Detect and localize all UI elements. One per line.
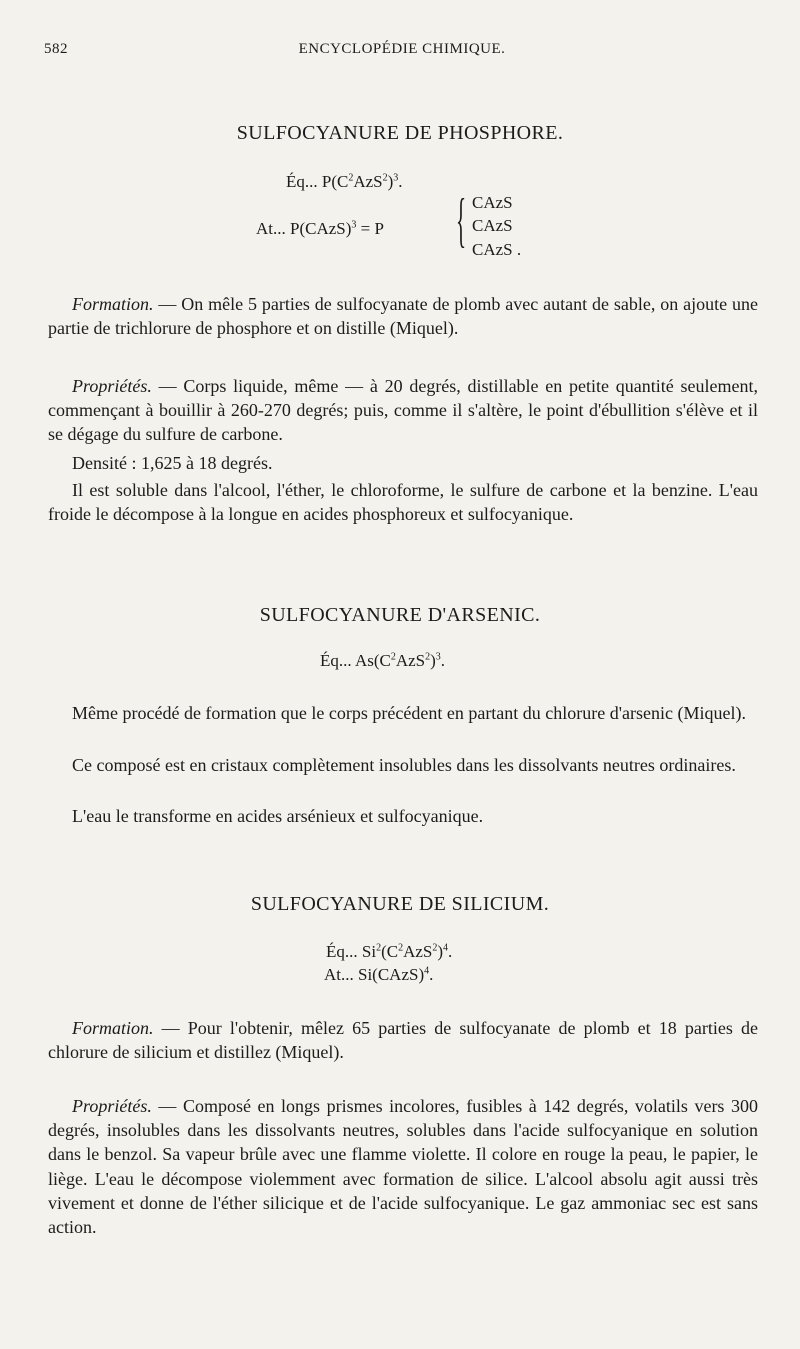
paragraph-proprietes-phosphore: Propriétés. — Corps liquide, même — à 20 degrés, distillable en petite quantité seulement, commençant à bouillir à 260-270 degrés; puis, comme il s'altère, le point d'ébullition s'élève et il se dégage du sulfure de carbone.	[48, 376, 758, 445]
paragraph-densite: Densité : 1,625 à 18 degrés.	[72, 453, 273, 473]
formula-eq-phosphore: Éq... $P(C^2AzS^2)^3$.	[286, 172, 403, 191]
paragraph-eau-arsenic: L'eau le transforme en acides arsénieux et sulfocyanique.	[72, 806, 484, 826]
formula-eq-arsenic: Éq... $As(C^2AzS^2)^3$.	[320, 651, 446, 670]
formula-eq-silicium: Éq... $Si^2(C^2AzS^2)^4$.	[326, 942, 453, 961]
section-title-phosphore: SULFOCYANURE DE PHOSPHORE.	[236, 122, 564, 144]
page-number: 582	[44, 41, 68, 57]
paragraph-formation-phosphore: Formation. — On mêle 5 parties de sulfocyanate de plomb avec autant de sable, on ajoute une partie de trichlorure de phosphore et on distille (Miquel).	[48, 294, 758, 339]
formula-at-silicium: At... Si(CAzS)$^4$.	[324, 965, 434, 984]
running-title: ENCYCLOPÉDIE CHIMIQUE.	[298, 41, 506, 57]
brace-symbol: {	[456, 187, 467, 253]
section-title-arsenic: SULFOCYANURE D'ARSENIC.	[259, 604, 541, 626]
paragraph-solubilite-phosphore: Il est soluble dans l'alcool, l'éther, le chloroforme, le sulfure de carbone et la benzine. L'eau froide le décompose à la longue en acides phosphoreux et sulfocyanique.	[48, 480, 758, 525]
paragraph-procede-arsenic: Même procédé de formation que le corps précédent en partant du chlorure d'arsenic (Miquel).	[72, 703, 746, 723]
formula-group-3: CAzS .	[472, 240, 522, 259]
formula-at-phosphore: At... P(CAzS)$^3$ = P	[256, 219, 384, 238]
running-header	[44, 41, 760, 63]
paragraph-cristaux-arsenic: Ce composé est en cristaux complètement insolubles dans les dissolvants neutres ordinaires.	[72, 755, 736, 775]
paragraph-proprietes-silicium: Propriétés. — Composé en longs prismes incolores, fusibles à 142 degrés, volatils vers 300 degrés, insolubles dans les dissolvants neutres, solubles dans l'acide sulfocyanique en solution dans le benzol. Sa vapeur brûle avec une flamme violette. Il colore en rouge la peau, le papier, le liège. L'eau le décompose violemment avec formation de silice. L'alcool absolu agit aussi très vivement et donne de l'éther silicique et de l'acide sulfocyanique. Le gaz ammoniac sec est sans action.	[48, 1096, 758, 1238]
formula-group-2: CAzS	[472, 216, 513, 235]
formula-group-1: CAzS	[472, 193, 513, 212]
section-title-silicium: SULFOCYANURE DE SILICIUM.	[250, 893, 550, 915]
paragraph-formation-silicium: Formation. — Pour l'obtenir, mêlez 65 parties de sulfocyanate de plomb et 18 parties de chlorure de silicium et distillez (Miquel).	[48, 1018, 758, 1063]
